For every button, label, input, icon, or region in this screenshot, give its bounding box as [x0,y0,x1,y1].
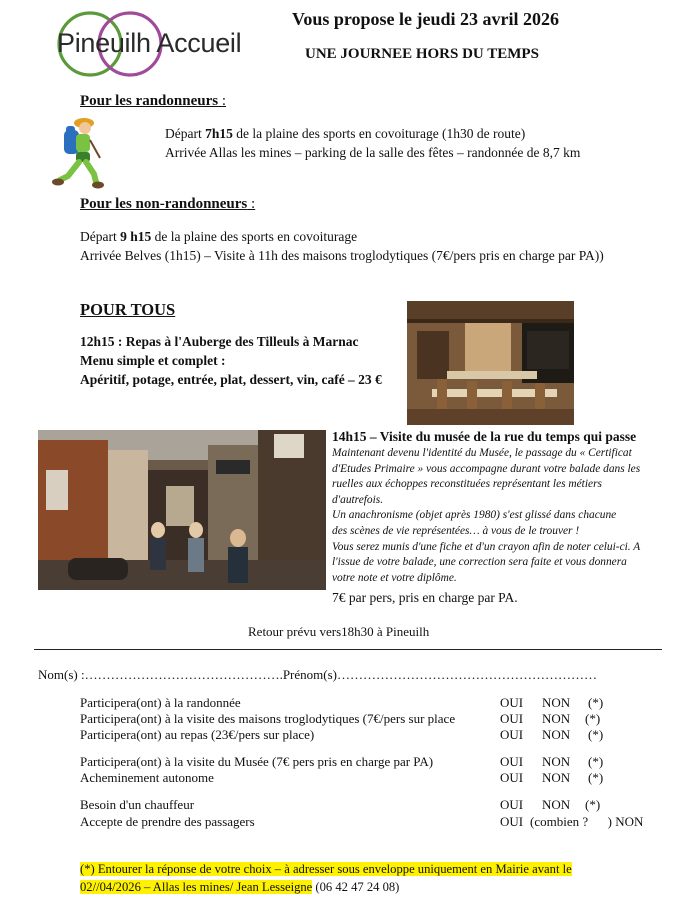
divider [34,649,662,650]
museum-price: 7€ par pers, pris en charge par PA. [332,590,518,605]
section-hikers-heading: Pour les randonneurs : [80,93,226,109]
non-hikers-departure: Départ 9 h15 de la plaine des sports en covoiturage [80,229,358,244]
oui-option[interactable]: OUI [500,770,524,785]
non-option[interactable]: NON [542,770,571,785]
option-label-meal: Participera(ont) au repas (23€/pers sur place) [80,727,315,742]
page-subtitle: UNE JOURNEE HORS DU TEMPS [305,46,539,62]
museum-desc-line: l'issue de votre balade, une correction sera faite et vous donnera [332,556,627,569]
museum-desc-line: Maintenant devenu l'identité du Musée, le passage du « Certificat [332,447,632,459]
passengers-count-non[interactable]: (combien ? ) NON [530,814,644,829]
non-option[interactable]: NON [542,797,571,812]
section-all-heading: POUR TOUS [80,300,176,319]
oui-option[interactable]: OUI [500,754,524,769]
logo-text: Pineuilh Accueil [57,28,242,58]
non-option[interactable]: NON [542,727,571,742]
asterisk-note: (*) [588,754,604,769]
oui-option[interactable]: OUI [500,695,524,710]
option-label-passengers: Accepte de prendre des passagers [80,814,255,829]
non-option[interactable]: NON [542,711,571,726]
asterisk-note: (*) [585,711,601,726]
museum-desc-line: des scènes de vie représentées… à vous de le trouver ! [332,524,580,537]
museum-desc-line: Vous serez munis d'une fiche et d'un crayon afin de noter celui-ci. A [332,540,641,553]
non-option[interactable]: NON [542,754,571,769]
option-label-autonomous: Acheminement autonome [80,770,214,785]
asterisk-note: (*) [588,727,604,742]
page-title: Vous propose le jeudi 23 avril 2026 [292,9,560,29]
menu-line: Menu simple et complet : [80,353,226,368]
museum-desc-line: d'autrefois. [332,493,384,506]
return-time: Retour prévu vers18h30 à Pineuilh [248,624,430,639]
oui-option[interactable]: OUI [500,711,524,726]
oui-option[interactable]: OUI [500,814,524,829]
museum-desc-line: d'Etudes Primaire » vous accompagne durant votre balade dans les [332,462,641,475]
asterisk-note: (*) [585,797,601,812]
restaurant-photo [407,301,574,425]
contact-phone: (06 42 47 24 08) [312,880,400,894]
asterisk-note: (*) [588,770,604,785]
non-hikers-arrival: Arrivée Belves (1h15) – Visite à 11h des maisons troglodytiques (7€/pers pris en charge par PA)) [80,248,604,263]
menu-items: Apéritif, potage, entrée, plat, dessert, vin, café – 23 € [80,372,382,387]
asterisk-note: (*) [588,695,604,710]
instructions-line-2: 02//04/2026 – Allas les mines/ Jean Lesseigne [80,880,313,894]
option-label-museum: Participera(ont) à la visite du Musée (7€ pers pris en charge par PA) [80,754,434,769]
hikers-departure: Départ 7h15 de la plaine des sports en covoiturage (1h30 de route) [165,126,526,141]
lunch-line: 12h15 : Repas à l'Auberge des Tilleuls à Marnac [80,334,359,349]
section-non-hikers-heading: Pour les non-randonneurs : [80,196,256,212]
instructions-note [80,860,620,896]
option-label-troglodyte: Participera(ont) à la visite des maisons troglodytiques (7€/pers sur place [80,711,456,726]
museum-desc-line: votre note et votre diplôme. [332,571,457,584]
oui-option[interactable]: OUI [500,727,524,742]
museum-photo [38,430,326,590]
name-field[interactable]: Nom(s) :……………………………………….Prénom(s)…………………………………………………… [38,667,597,682]
option-label-hike: Participera(ont) à la randonnée [80,695,241,710]
museum-desc-line: Un anachronisme (objet après 1980) s'est glissé dans chacune [332,509,617,522]
non-option[interactable]: NON [542,695,571,710]
museum-title: 14h15 – Visite du musée de la rue du temps qui passe [332,429,637,444]
hikers-arrival: Arrivée Allas les mines – parking de la salle des fêtes – randonnée de 8,7 km [165,145,581,160]
option-label-driver: Besoin d'un chauffeur [80,797,195,812]
museum-description [332,446,662,586]
hiker-illustration [50,114,108,190]
oui-option[interactable]: OUI [500,797,524,812]
museum-desc-line: ruelles aux échoppes reconstituées représentant les métiers [332,478,602,491]
instructions-line-1: (*) Entourer la réponse de votre choix – à adresser sous enveloppe uniquement en Mairie avant le [80,862,572,876]
